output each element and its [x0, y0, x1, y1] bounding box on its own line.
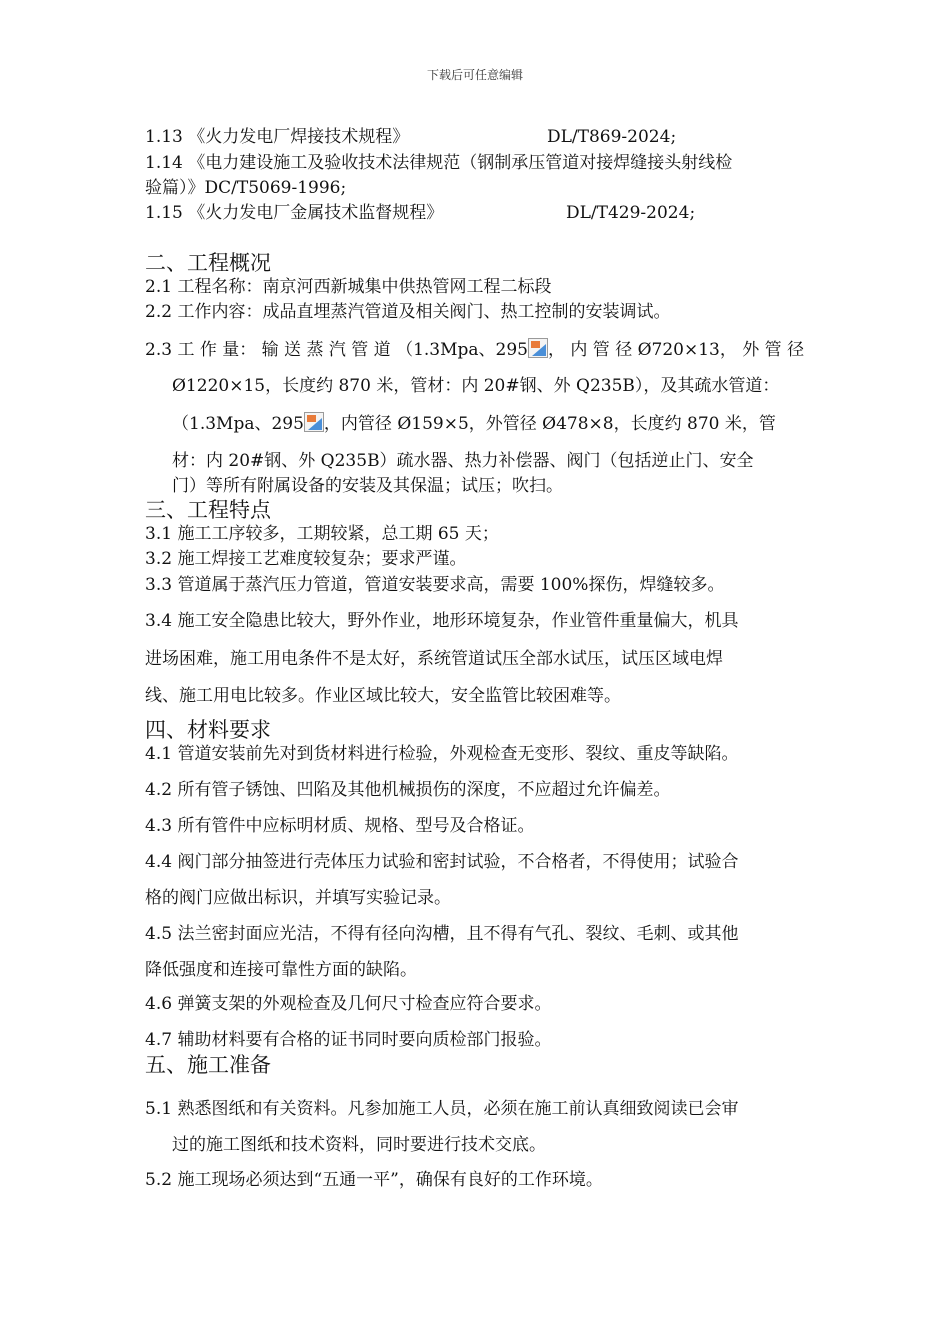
para-2-3-line2: Ø1220×15，长度约 870 米，管材：内 20#钢、外 Q235B），及其疏水管道： — [172, 376, 780, 396]
ref-1-14-line1: 1.14 《电力建设施工及验收技术法律规范（钢制承压管道对接焊缝接头射线检 — [145, 153, 733, 173]
page-header: 下载后可任意编辑 — [426, 68, 523, 82]
para-4-3: 4.3 所有管件中应标明材质、规格、型号及合格证。 — [145, 816, 535, 836]
ref-1-15: 1.15 《火力发电厂金属技术监督规程》 — [145, 203, 444, 223]
para-4-7: 4.7 辅助材料要有合格的证书同时要向质检部门报验。 — [145, 1030, 552, 1050]
section-title-3: 三、工程特点 — [145, 498, 271, 522]
para-2-1: 2.1 工程名称：南京河西新城集中供热管网工程二标段 — [145, 277, 552, 297]
para-5-1-line1: 5.1 熟悉图纸和有关资料。凡参加施工人员，必须在施工前认真细致阅读已会审 — [145, 1099, 739, 1119]
text: （1.3Mpa、295 — [172, 414, 304, 434]
ref-title: 1.13 《火力发电厂焊接技术规程》 — [145, 127, 410, 147]
text: 2.3 工 作 量： 输 送 蒸 汽 管 道 （1.3Mpa、295 — [145, 340, 528, 360]
section-title-5: 五、施工准备 — [145, 1053, 271, 1077]
para-4-2: 4.2 所有管子锈蚀、凹陷及其他机械损伤的深度，不应超过允许偏差。 — [145, 780, 671, 800]
para-4-1: 4.1 管道安装前先对到货材料进行检验，外观检查无变形、裂纹、重皮等缺陷。 — [145, 744, 739, 764]
para-3-2: 3.2 施工焊接工艺难度较复杂；要求严谨。 — [145, 549, 467, 569]
para-2-3-line4: 材：内 20#钢、外 Q235B）疏水器、热力补偿器、阀门（包括逆止门、安全 — [172, 451, 754, 471]
para-2-3-line3 — [172, 412, 776, 435]
para-3-3: 3.3 管道属于蒸汽压力管道，管道安装要求高，需要 100%探伤，焊缝较多。 — [145, 575, 725, 595]
para-2-2: 2.2 工作内容：成品直埋蒸汽管道及相关阀门、热工控制的安装调试。 — [145, 302, 671, 322]
para-4-4-line2: 格的阀门应做出标识，并填写实验记录。 — [145, 888, 451, 908]
para-5-2: 5.2 施工现场必须达到“五通一平”，确保有良好的工作环境。 — [145, 1170, 603, 1190]
para-4-5-line1: 4.5 法兰密封面应光洁，不得有径向沟槽，且不得有气孔、裂纹、毛刺、或其他 — [145, 924, 739, 944]
para-4-5-line2: 降低强度和连接可靠性方面的缺陷。 — [145, 960, 417, 980]
ref-1-14-line2: 验篇）》DC/T5069-1996; — [145, 178, 347, 198]
text: ， 内 管 径 Ø720×13， 外 管 径 — [547, 340, 805, 360]
para-3-4-line1: 3.4 施工安全隐患比较大，野外作业，地形环境复杂，作业管件重量偏大，机具 — [145, 611, 739, 631]
para-3-1: 3.1 施工工序较多，工期较紧，总工期 65 天； — [145, 524, 499, 544]
ref-1-13 — [145, 126, 409, 148]
broken-image-icon — [528, 338, 548, 358]
section-title-4: 四、材料要求 — [145, 718, 271, 742]
para-4-4-line1: 4.4 阀门部分抽签进行壳体压力试验和密封试验，不合格者，不得使用；试验合 — [145, 852, 739, 872]
section-title-2: 二、工程概况 — [145, 251, 271, 275]
ref-1-15-code: DL/T429-2024; — [566, 203, 696, 223]
text: ，内管径 Ø159×5，外管径 Ø478×8，长度约 870 米，管 — [323, 414, 776, 434]
para-5-1-line2: 过的施工图纸和技术资料，同时要进行技术交底。 — [172, 1135, 546, 1155]
para-2-3-line5: 门）等所有附属设备的安装及其保温；试压；吹扫。 — [172, 476, 563, 496]
para-4-6: 4.6 弹簧支架的外观检查及几何尺寸检查应符合要求。 — [145, 994, 552, 1014]
para-3-4-line3: 线、施工用电比较多。作业区域比较大，安全监管比较困难等。 — [145, 686, 621, 706]
broken-image-icon — [304, 412, 324, 432]
ref-1-13-code: DL/T869-2024; — [547, 127, 677, 147]
para-2-3-line1 — [145, 338, 804, 361]
para-3-4-line2: 进场困难，施工用电条件不是太好，系统管道试压全部水试压，试压区域电焊 — [145, 649, 723, 669]
